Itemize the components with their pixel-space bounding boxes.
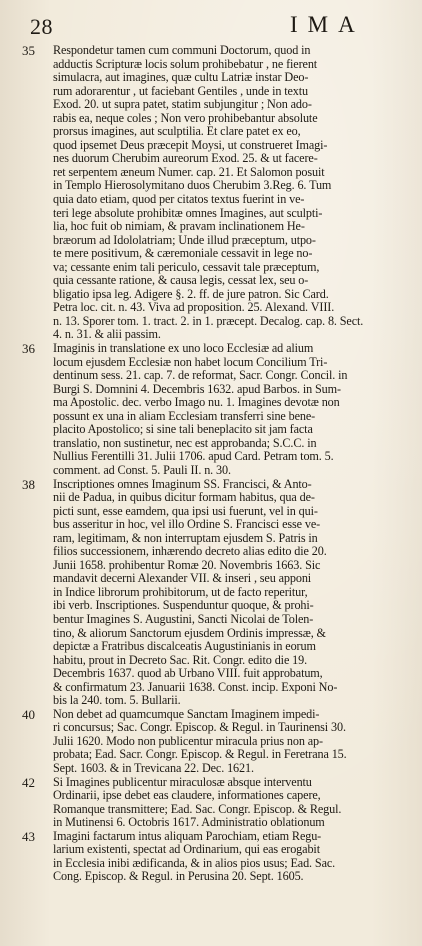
text-line: teri lege absolute prohibitæ omnes Imagines, aut sculpti- [53,206,323,220]
text-line: Junii 1658. prohibentur Romæ 20. Novembris 1663. Sic [53,558,321,572]
page-number: 28 [30,14,53,39]
text-line: 4. n. 31. & alii passim. [53,328,161,342]
text-line: ram, legitimam, & non interruptam ejusdem S. Patris in [53,531,318,545]
paragraph [0,776,422,830]
text-line: possunt ex una in aliam Ecclesiam transferri sine bene- [53,409,316,423]
paragraph [0,44,422,342]
paragraph-text [53,342,408,477]
paragraph-number: 38 [22,476,35,492]
text-line: & confirmatum 23. Januarii 1638. Const. incip. Exponi No- [53,680,338,694]
text-line: Ordinarii, ipse debet eas claudere, informationes capere, [53,789,321,803]
text-line: depictæ a Fratribus discalceatis Augustinianis in eorum [53,640,316,654]
text-line: lia, hoc fuit ob nimiam, & pravam inclinationem He- [53,220,305,234]
text-line: ri concursus; Sac. Congr. Episcop. & Regul. in Taurinensi 30. [53,721,346,735]
text-line: quia cessante ratione, & causa legis, cessat lex, seu o- [53,274,309,288]
text-line: n. 13. Sporer tom. 1. tract. 2. in 1. præcept. Decalog. cap. 8. Sect. [53,314,364,328]
paragraph-text [53,478,408,708]
text-line: ibi verb. Inscriptiones. Suspenduntur quoque, & prohi- [53,599,314,613]
text-line: Non debet ad quamcumque Sanctam Imaginem impedi- [53,707,320,721]
paragraph [0,478,422,708]
text-line: Petra loc. cit. n. 43. Viva ad proposition. 25. Alexand. VIII. [53,301,335,315]
page-header [0,8,422,42]
text-line: bus asseritur in hoc, vel illo Ordine S. Francisci esse ve- [53,518,321,532]
text-line: Romanque transmittere; Ead. Sac. Congr. Episcop. & Regul. [53,802,342,816]
text-line: prorsus imagines, aut sculptilia. Et clare patet ex eo, [53,125,301,139]
text-line: Julii 1620. Modo non publicentur miracula prius non ap- [53,734,323,748]
text-line: Decembris 1637. quod ab Urbano VIII. fuit approbatum, [53,667,323,681]
paragraph-number: 43 [22,828,35,844]
text-line: picti sunt, esse eamdem, qua ipsi usi fuerunt, vel in qui- [53,504,318,518]
text-line: quia dato etiam, quod per citatos textus fuerint in ve- [53,193,305,207]
text-line: bentur Imagines S. Augustini, Sancti Nicolai de Tolen- [53,612,314,626]
text-line: placito Apostolico; si sine tali beneplacito sit jam facta [53,423,313,437]
text-line: in Indice librorum prohibitorum, ut de facto reperitur, [53,585,308,599]
paragraph-number: 36 [22,341,35,357]
text-line: rabis ea, neque coles ; Non vero prohibebantur absolute [53,111,318,125]
running-head: IMA [290,12,365,37]
text-line: translatio, non sustinetur, nec est approbanda; S.C.C. in [53,436,317,450]
text-line: simulacra, aut imagines, quæ cultu Latriæ instar Deo- [53,71,309,85]
paragraph-text [53,44,408,342]
text-line: nes duorum Cherubim aureorum Exod. 25. & ut facere- [53,152,318,166]
text-line: Imaginis in translatione ex uno loco Ecclesiæ ad alium [53,342,314,356]
text-line: quod ipsemet Deus præcepit Moysi, ut construeret Imagi- [53,138,328,152]
paragraph-number: 35 [22,43,35,58]
paragraph-text [53,830,408,884]
paragraph-number: 42 [22,774,35,790]
text-line: va; cessante enim tali periculo, cessavit tale præceptum, [53,260,320,274]
text-line: Sept. 1603. & in Trevicana 22. Dec. 1621. [53,761,254,775]
text-line: in Templo Hierosolymitano duos Cherubim 3.Reg. 6. Tum [53,179,332,193]
text-line: in Mutinensi 6. Octobris 1617. Administratio oblationum [53,816,325,830]
text-line: Exod. 20. ut supra patet, statim subjungitur ; Non ado- [53,98,312,112]
text-line: mandavit decerni Alexander VII. & inseri , seu apponi [53,572,312,586]
text-line: locum ejusdem Ecclesiæ non habet locum Concilium Tri- [53,355,328,369]
text-line: rum adorarentur , ut faciebant Gentiles , unde in textu [53,84,309,98]
paragraph [0,342,422,477]
text-line: filios successionem, inhærendo decreto alias edito die 20. [53,545,327,559]
text-line: bræorum ad Idololatriam; Unde illud præceptum, utpo- [53,233,316,247]
text-line: ma Apostolic. dec. verbo Imago nu. 1. Imagines devotæ non [53,396,340,410]
text-line: dentinum sess. 21. cap. 7. de reformat, Sacr. Congr. Concil. in [53,369,348,383]
text-line: bligatio ipsa leg. Adigere §. 2. ff. de jure patron. Sic Card. [53,287,329,301]
text-line: in Ecclesia inibi ædificanda, & in alios pios usus; Ead. Sac. [53,856,336,870]
text-line: adductis Scripturæ locis solum prohibebatur , ne fierent [53,57,318,71]
text-line: nii de Padua, in quibus dicitur formam habitus, qua de- [53,491,315,505]
text-line: comment. ad Const. 5. Pauli II. n. 30. [53,463,231,477]
text-line: Inscriptiones omnes Imaginum SS. Francisci, & Anto- [53,477,312,491]
paragraph-text [53,776,408,830]
text-line: tino, & aliorum Sanctorum ejusdem Ordinis impressæ, & [53,626,326,640]
text-line: Cong. Episcop. & Regul. in Perusina 20. Sept. 1605. [53,870,304,884]
text-line: Nullius Ferentilli 31. Julii 1706. apud Card. Petram tom. 5. [53,450,334,464]
paragraph [0,830,422,884]
text-line: Imagini factarum intus aliquam Parochiam, etiam Regu- [53,829,322,843]
paragraph [0,708,422,776]
text-line: ret serpentem æneum Numer. cap. 21. Et Salomon posuit [53,165,325,179]
paragraph-text [53,708,408,776]
text-line: Burgi S. Domnini 4. Decembris 1632. apud Barbos. in Sum- [53,382,341,396]
paragraph-number: 40 [22,706,35,722]
text-line: habitu, prout in Decreto Sac. Rit. Congr. edito die 19. [53,653,308,667]
text-line: bis la 240. tom. 5. Bullarii. [53,694,181,708]
text-line: Si Imagines publicentur miraculosæ absque interventu [53,775,312,789]
text-line: probata; Ead. Sacr. Congr. Episcop. & Regul. in Feretrana 15. [53,748,347,762]
text-line: Respondetur tamen cum communi Doctorum, quod in [53,44,311,57]
page-body [0,44,422,940]
text-line: larium existenti, spectat ad Ordinarium, qui eas erogabit [53,843,320,857]
text-line: te mere positivum, & cæremoniale cessavit in lege no- [53,247,313,261]
